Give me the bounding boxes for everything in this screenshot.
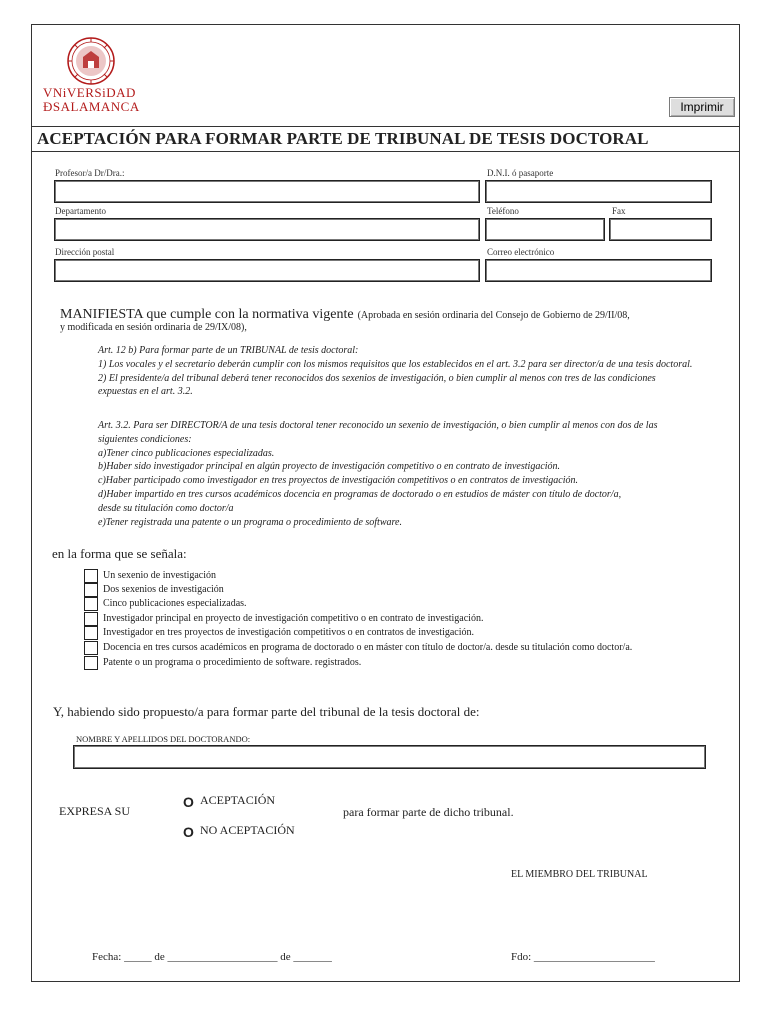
radio-aceptacion[interactable]: O — [183, 794, 194, 810]
option-label: Dos sexenios de investigación — [103, 584, 224, 595]
propuesta-sentence: Y, habiendo sido propuesto/a para formar parte del tribunal de la tesis doctoral de: — [53, 704, 480, 719]
art-3-2-text — [98, 419, 657, 529]
manifiesta-line — [60, 305, 630, 323]
art-3-2-line: e)Tener registrada una patente o un programa o procedimiento de software. — [98, 516, 402, 528]
checkbox-tres-proyectos[interactable] — [84, 626, 98, 640]
direccion-label: Dirección postal — [55, 247, 115, 257]
no-aceptacion-label: NO ACEPTACIÓN — [200, 823, 295, 837]
art-3-2-line: a)Tener cinco publicaciones especializadas. — [98, 447, 275, 459]
checkbox-investigador-principal[interactable] — [84, 612, 98, 626]
option-label: Un sexenio de investigación — [103, 570, 217, 581]
doctorando-label: NOMBRE Y APELLIDOS DEL DOCTORANDO: — [76, 734, 251, 744]
art-12-line: 1) Los vocales y el secretario deberán cumplir con los mismos requisitos que los establecidos en el art. 3.2 para ser director/a de una tesis doctoral. — [98, 358, 693, 370]
page-title: ACEPTACIÓN PARA FORMAR PARTE DE TRIBUNAL DE TESIS DOCTORAL — [37, 129, 649, 148]
university-name-line1: VNiVERSiDAD — [43, 85, 136, 100]
checkbox-docencia[interactable] — [84, 641, 98, 655]
correo-input[interactable] — [485, 259, 712, 282]
art-12-line: 2) El presidente/a del tribunal deberá tener reconocidos dos sexenios de investigación, o bien cumplir al menos con tres de las condiciones — [98, 372, 656, 384]
profesor-input[interactable] — [54, 180, 480, 203]
checkbox-patente[interactable] — [84, 656, 98, 670]
fax-label: Fax — [612, 206, 626, 216]
art-3-2-line: siguientes condiciones: — [98, 433, 192, 445]
checkbox-publicaciones[interactable] — [84, 597, 98, 611]
radio-no-aceptacion[interactable]: O — [183, 824, 194, 840]
telefono-label: Teléfono — [487, 206, 519, 216]
art-3-2-line: d)Haber impartido en tres cursos académicos docencia en programas de doctorado o en estudios de máster con título de doctor/a, — [98, 488, 622, 500]
telefono-input[interactable] — [485, 218, 605, 241]
header-divider-top — [31, 126, 739, 127]
departamento-label: Departamento — [55, 206, 106, 216]
manifiesta-approval-line2: y modificada en sesión ordinaria de 29/IX/08), — [60, 322, 247, 333]
fax-input[interactable] — [609, 218, 712, 241]
option-label: Cinco publicaciones especializadas. — [103, 598, 247, 609]
departamento-input[interactable] — [54, 218, 480, 241]
expresa-suffix: para formar parte de dicho tribunal. — [343, 805, 514, 819]
art-3-2-line: desde su titulación como doctor/a — [98, 502, 234, 514]
fecha-line: Fecha: _____ de ____________________ de _______ — [92, 951, 332, 963]
direccion-input[interactable] — [54, 259, 480, 282]
art-12-line: expuestas en el art. 3.2. — [98, 386, 193, 398]
option-label: Investigador en tres proyectos de investigación competitivos o en contratos de investigación. — [103, 627, 475, 638]
art-3-2-line: Art. 3.2. Para ser DIRECTOR/A de una tesis doctoral tener reconocido un sexenio de investigación, o bien cumplir al menos con dos de las — [98, 420, 658, 431]
option-label: Patente o un programa o procedimiento de software. registrados. — [103, 657, 362, 668]
dni-input[interactable] — [485, 180, 712, 203]
miembro-tribunal-label: EL MIEMBRO DEL TRIBUNAL — [511, 869, 648, 880]
print-button[interactable]: Imprimir — [669, 97, 735, 117]
profesor-label: Profesor/a Dr/Dra.: — [55, 168, 125, 178]
art-12-text — [98, 344, 692, 399]
university-name-line2: ÐSALAMANCA — [43, 99, 140, 114]
art-12-line: Art. 12 b) Para formar parte de un TRIBUNAL de tesis doctoral: — [98, 345, 359, 356]
checkbox-sexenio[interactable] — [84, 569, 98, 583]
expresa-label: EXPRESA SU — [59, 804, 131, 818]
manifiesta-approval: (Aprobada en sesión ordinaria del Consejo de Gobierno de 29/II/08, — [357, 310, 630, 321]
aceptacion-label: ACEPTACIÓN — [200, 793, 276, 807]
forma-heading: en la forma que se señala: — [52, 546, 187, 561]
university-seal-icon — [66, 36, 116, 86]
doctorando-input[interactable] — [73, 745, 706, 769]
header-divider-bottom — [31, 151, 739, 152]
correo-label: Correo electrónico — [487, 247, 555, 257]
art-3-2-line: b)Haber sido investigador principal en algún proyecto de investigación competitivo o en contrato de investigación. — [98, 461, 561, 473]
art-3-2-line: c)Haber participado como investigador en tres proyectos de investigación competitivos o en contratos de investigación. — [98, 475, 578, 487]
option-label: Docencia en tres cursos académicos en programa de doctorado o en máster con título de doctor/a. desde su titulación como doctor/a. — [103, 642, 633, 653]
manifiesta-lead: MANIFIESTA que cumple con la normativa vigente — [60, 307, 354, 322]
dni-label: D.N.I. ó pasaporte — [487, 168, 554, 178]
firma-line: Fdo: ______________________ — [511, 951, 655, 963]
option-label: Investigador principal en proyecto de investigación competitivo o en contrato de investigación. — [103, 613, 484, 624]
checkbox-dos-sexenios[interactable] — [84, 583, 98, 597]
